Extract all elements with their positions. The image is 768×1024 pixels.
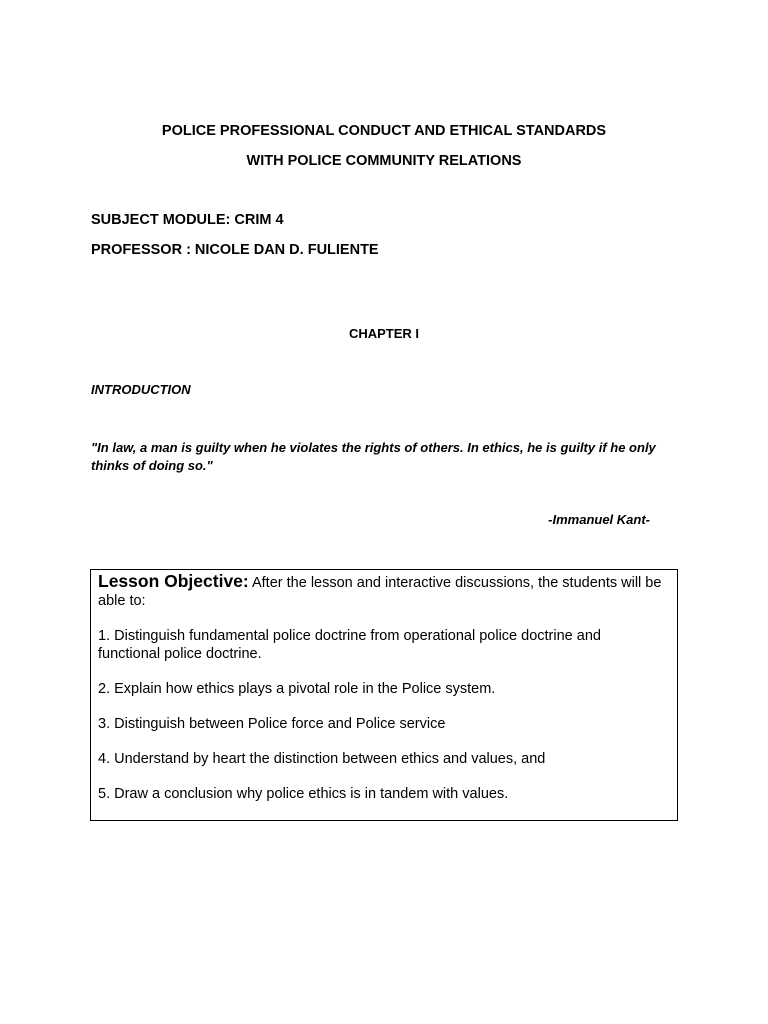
chapter-heading: CHAPTER I bbox=[348, 326, 420, 341]
lesson-objective-intro bbox=[98, 570, 665, 610]
objective-item: 2. Explain how ethics plays a pivotal role in the Police system. bbox=[98, 681, 496, 697]
professor-name: PROFESSOR : NICOLE DAN D. FULIENTE bbox=[91, 242, 379, 258]
objective-item: 5. Draw a conclusion why police ethics is in tandem with values. bbox=[98, 786, 509, 802]
objective-item: 1. Distinguish fundamental police doctrine from operational police doctrine and functional police doctrine. bbox=[98, 628, 601, 662]
quote-author: -Immanuel Kant- bbox=[548, 512, 650, 527]
document-title-line-1: POLICE PROFESSIONAL CONDUCT AND ETHICAL STANDARDS bbox=[161, 123, 607, 139]
section-heading: INTRODUCTION bbox=[91, 382, 191, 397]
lesson-objective-intro-text: After the lesson and interactive discussions, the students will be able to: bbox=[98, 575, 662, 609]
lesson-objective-label: Lesson Objective: bbox=[98, 571, 249, 591]
subject-module: SUBJECT MODULE: CRIM 4 bbox=[91, 212, 284, 228]
document-title-line-2: WITH POLICE COMMUNITY RELATIONS bbox=[246, 153, 522, 169]
objective-item: 4. Understand by heart the distinction between ethics and values, and bbox=[98, 751, 546, 767]
objective-list bbox=[98, 627, 665, 803]
epigraph-quote: "In law, a man is guilty when he violates the rights of others. In ethics, he is guilty if he only thinks of doing so." bbox=[91, 440, 656, 473]
lesson-objective-box bbox=[90, 569, 678, 821]
objective-item: 3. Distinguish between Police force and Police service bbox=[98, 716, 446, 732]
